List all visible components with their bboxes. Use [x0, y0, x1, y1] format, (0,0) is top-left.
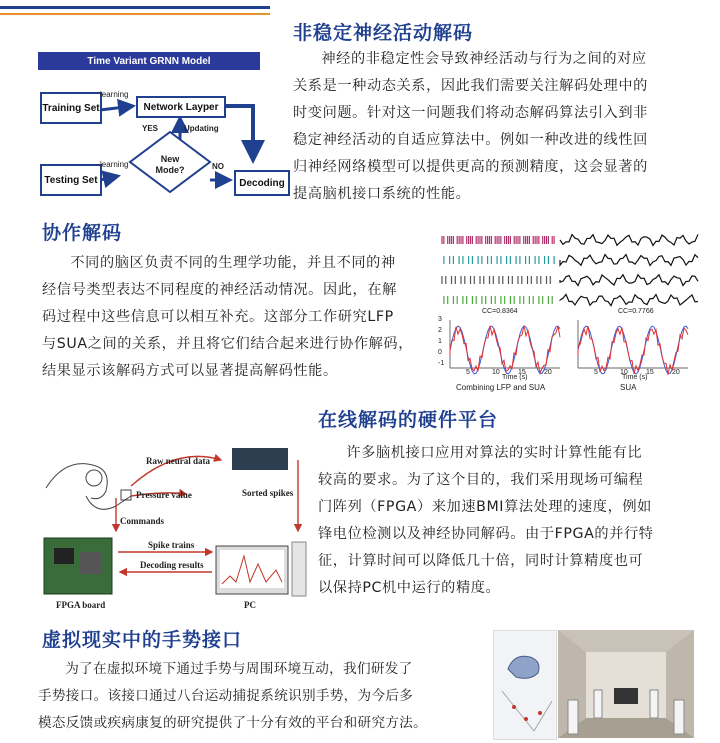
text-line: 锋电位检测以及神经协同解码。由于FPGA的并行特 — [318, 526, 654, 542]
lfp-trace — [560, 255, 698, 266]
fpga-diagram — [36, 436, 314, 616]
hand-icon — [494, 631, 556, 739]
cc-left-label: CC=0.8364 — [482, 308, 518, 315]
text-line: 结果显示该解码方式可以显著提高解码性能。 — [42, 363, 338, 379]
lfp-trace — [560, 275, 698, 286]
text-line: 门阵列（FPGA）来加速BMI算法处理的速度，例如 — [318, 499, 652, 515]
xlabel-right: Time (s) — [622, 374, 648, 381]
xlabel-left: Time (s) — [502, 374, 528, 381]
network-layer-box: Network Layper — [136, 96, 226, 118]
x-tick-label: 20 — [672, 369, 680, 376]
lfp-trace — [560, 234, 698, 245]
fpga-board-label: FPGA board — [56, 600, 106, 610]
section-text-nonstationary — [293, 46, 698, 208]
text-line: 较高的要求。为了这个目的，我们采用现场可编程 — [318, 472, 644, 488]
cc-right-label: CC=0.7766 — [618, 308, 654, 315]
y-tick-label: 3 — [438, 316, 442, 323]
section-title-nonstationary: 非稳定神经活动解码 — [293, 22, 474, 44]
no-label: NO — [212, 162, 224, 171]
predicted-trace — [450, 325, 560, 373]
text-line: 手势接口。该接口通过八台运动捕捉系统识别手势，为今后多 — [38, 688, 414, 704]
new-mode-label: New Mode? — [155, 154, 185, 175]
section-title-cooperative: 协作解码 — [42, 222, 123, 244]
room-icon — [558, 630, 694, 738]
text-line: 不同的脑区负责不同的生理学功能，并且不同的神 — [70, 255, 396, 271]
x-tick-label: 15 — [518, 369, 526, 376]
x-tick-label: 5 — [594, 369, 598, 376]
x-tick-label: 5 — [466, 369, 470, 376]
x-tick-label: 20 — [544, 369, 552, 376]
text-line: 以保持PC机中运行的精度。 — [318, 580, 501, 596]
pressure-value-label: Pressure value — [136, 490, 192, 500]
text-line: 许多脑机接口应用对算法的实时计算性能有比 — [346, 445, 643, 461]
learning-label-bottom: learning — [100, 160, 129, 169]
decoding-box: Decoding — [234, 170, 290, 196]
spike-trains-label: Spike trains — [148, 540, 195, 550]
section-title-vr: 虚拟现实中的手势接口 — [42, 629, 243, 651]
y-tick-label: 2 — [438, 327, 442, 334]
vr-room-image — [558, 630, 694, 738]
commands-label: Commands — [120, 516, 165, 526]
decoding-figure-svg — [438, 228, 708, 398]
section-text-vr — [38, 656, 496, 737]
y-tick-label: 0 — [438, 349, 442, 356]
x-tick-label: 15 — [646, 369, 654, 376]
caption-right: SUA — [620, 383, 637, 392]
text-line: 模态反馈或疾病康复的研究提供了十分有效的平台和研究方法。 — [38, 715, 428, 731]
section-title-hardware: 在线解码的硬件平台 — [318, 409, 499, 431]
testing-set-box: Testing Set — [40, 164, 102, 196]
section-text-cooperative — [42, 250, 434, 385]
decoding-figure — [438, 228, 708, 398]
x-tick-label: 10 — [620, 369, 628, 376]
top-rule-orange — [0, 13, 270, 15]
pc-label: PC — [244, 600, 256, 610]
caption-left: Combining LFP and SUA — [456, 383, 546, 392]
text-line: 码过程中这些信息可以相互补充。这部分工作研究LFP — [42, 309, 394, 325]
sorted-spikes-label: Sorted spikes — [242, 488, 294, 498]
training-set-box: Training Set — [40, 92, 102, 124]
text-line: 经信号类型表达不同程度的神经活动情况。因此，在解 — [42, 282, 397, 298]
monkey-icon — [46, 464, 131, 510]
text-line: 稳定神经活动的自适应算法中。例如一种改进的线性回 — [293, 132, 648, 148]
text-line: 关系是一种动态关系，因此我们需要关注解码处理中的 — [293, 78, 648, 94]
text-line: 归神经网络模型可以提供更高的预测精度，这会显著的 — [293, 159, 648, 175]
section-text-hardware — [318, 440, 698, 602]
y-tick-label: 1 — [438, 338, 442, 345]
text-line: 时变问题。针对这一问题我们将动态解码算法引入到非 — [293, 105, 648, 121]
x-tick-label: 10 — [492, 369, 500, 376]
hand-tracking-image — [493, 630, 557, 740]
text-line: 提高脑机接口系统的性能。 — [293, 186, 471, 202]
yes-label: YES — [142, 124, 159, 133]
text-line: 与SUA之间的关系，并且将它们结合起来进行协作解码， — [42, 336, 414, 352]
grnn-diagram — [38, 52, 288, 202]
decoding-results-label: Decoding results — [140, 560, 204, 570]
raw-neural-data-label: Raw neural data — [146, 456, 211, 466]
top-rule-blue — [0, 6, 270, 9]
predicted-trace — [578, 326, 688, 374]
updating-label: Updating — [184, 124, 219, 133]
learning-label-top: learning — [100, 90, 129, 99]
text-line: 为了在虚拟环境下通过手势与周围环境互动，我们研发了 — [65, 661, 413, 677]
lfp-trace — [560, 294, 698, 305]
amplifier-box — [232, 448, 288, 470]
text-line: 征，计算时间可以降低几十倍，同时计算精度也可 — [318, 553, 644, 569]
text-line: 神经的非稳定性会导致神经活动与行为之间的对应 — [321, 51, 647, 67]
grnn-header: Time Variant GRNN Model — [38, 52, 260, 70]
y-tick-label: -1 — [438, 360, 445, 367]
